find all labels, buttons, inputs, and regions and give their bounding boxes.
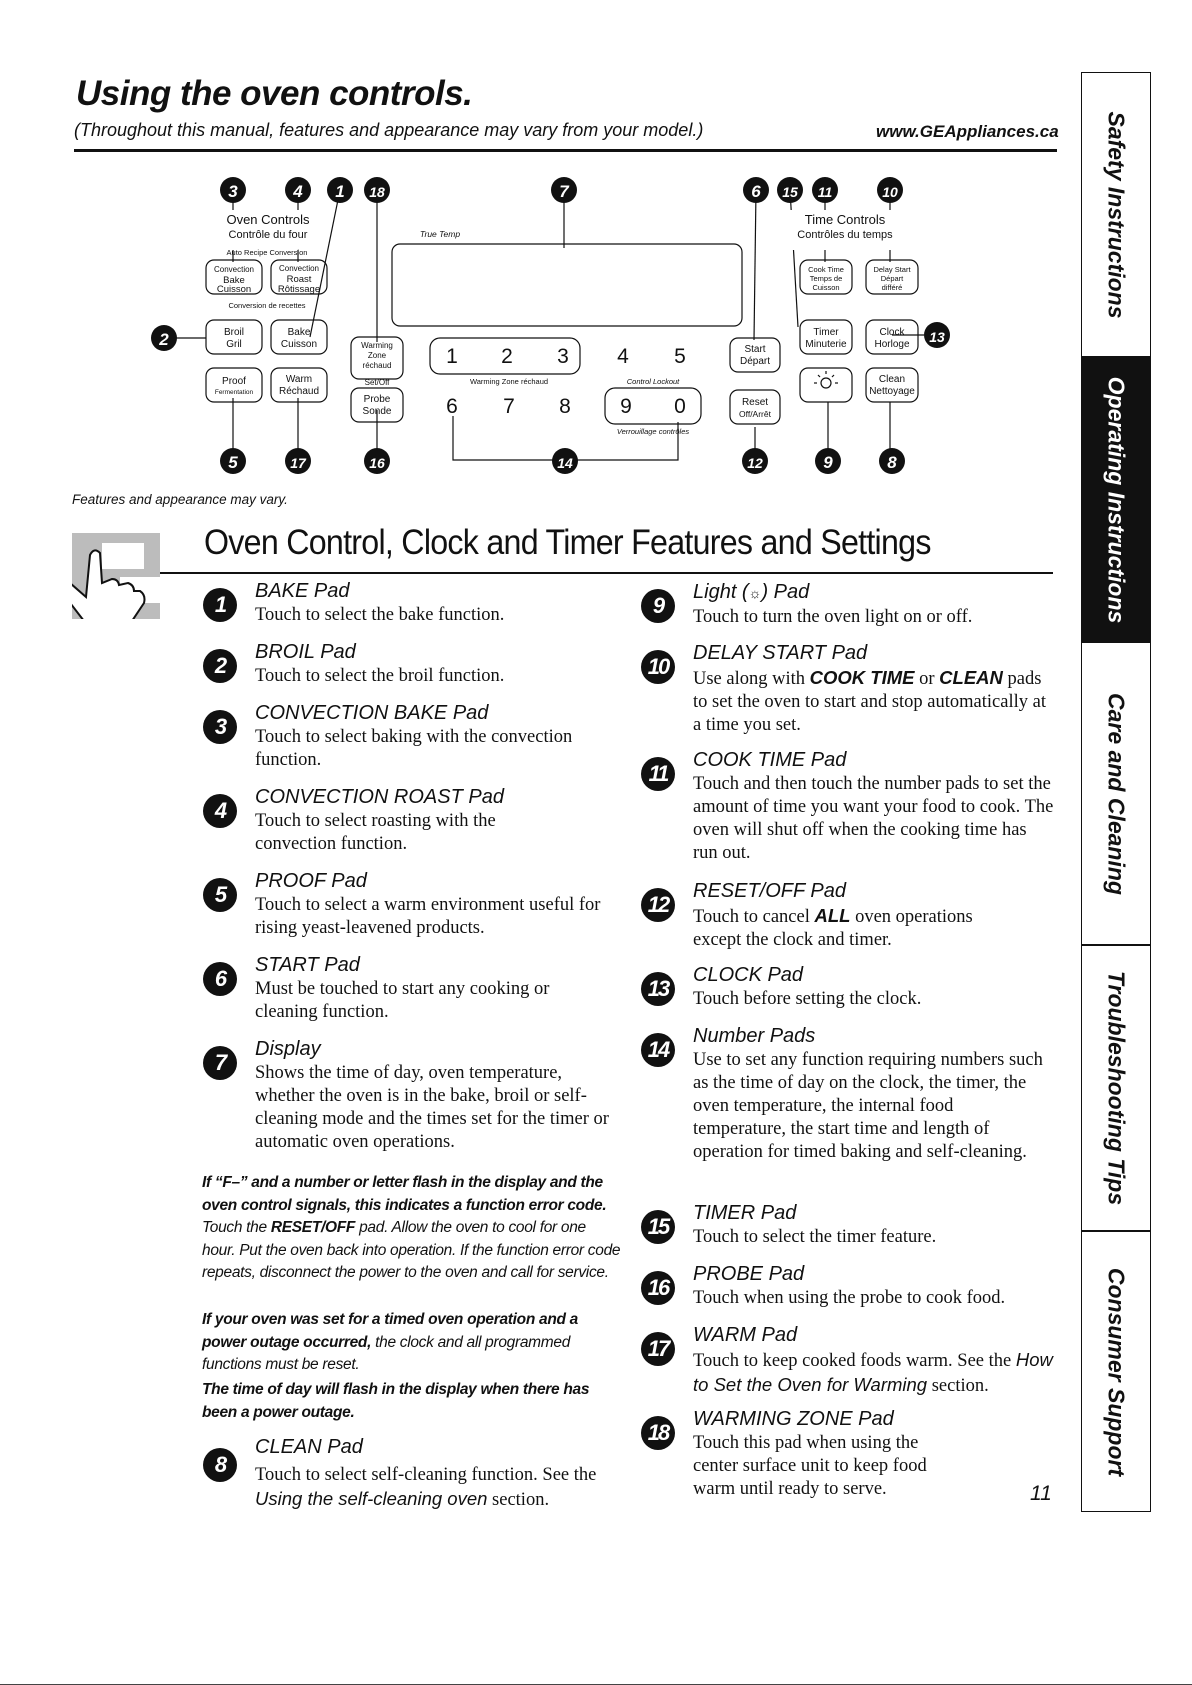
svg-text:Zone: Zone [367,351,387,360]
item-title: Light (☼) Pad [693,581,810,603]
item-title: START Pad [255,954,360,976]
svg-text:Réchaud: Réchaud [278,386,320,397]
feature-probe-pad [647,1261,1073,1310]
svg-text:Start: Start [744,344,766,355]
svg-text:Probe: Probe [363,394,391,405]
item-title: COOK TIME Pad [693,749,847,771]
item-description: Touch to keep cooked foods warm. See the How to Set the Oven for Warming section. [693,1349,1053,1396]
svg-text:réchaud: réchaud [362,361,392,370]
svg-text:5: 5 [228,453,238,472]
time-flash-note [202,1379,602,1424]
item-description: Must be touched to start any cooking or cleaning function. [255,979,550,1022]
svg-text:Clean: Clean [878,374,906,385]
feature-start-pad [214,952,600,1024]
item-description: Shows the time of day, oven temperature, whether the oven is in the bake, broil or self-cleaning mode and the times set for the timer or automatic oven operations. [255,1063,609,1152]
tab-care-and-cleaning[interactable] [1081,642,1151,945]
svg-text:11: 11 [817,184,833,200]
item-number-badge: 5 [203,878,237,912]
timer-pad[interactable] [805,327,847,350]
feature-warm-pad [647,1322,1055,1398]
time-controls-fr-label: Contrôles du temps [797,229,893,241]
svg-text:Horloge: Horloge [874,339,910,350]
tab-label: Consumer Support [1103,1267,1130,1476]
item-number-badge: 15 [641,1210,675,1244]
svg-text:Départ: Départ [880,274,904,283]
svg-text:Fermentation: Fermentation [214,389,254,396]
item-number-badge: 7 [203,1046,237,1080]
time-controls-label: Time Controls [804,212,886,227]
item-description: Touch to select roasting with the convection function. [255,811,496,854]
control-panel-diagram [140,172,990,482]
svg-text:8: 8 [887,453,897,472]
svg-text:1: 1 [335,182,345,201]
svg-text:Roast: Roast [286,274,312,285]
item-number-badge: 12 [641,888,675,922]
svg-text:8: 8 [559,395,571,418]
svg-text:Départ: Départ [739,356,771,367]
svg-text:4: 4 [617,345,629,368]
convection-bake-pad[interactable] [214,265,254,295]
svg-text:Reset: Reset [741,397,769,408]
verrouillage-label: Verrouillage contrôles [616,427,690,436]
item-number-badge: 17 [641,1332,675,1366]
feature-proof-pad [214,868,635,940]
svg-text:18: 18 [369,184,385,200]
feature-convection-roast-pad [214,784,615,856]
callout-4 [285,177,311,203]
callout-15 [777,177,803,203]
svg-text:3: 3 [557,345,569,368]
feature-warming-zone-pad [647,1406,963,1501]
reset-pad[interactable] [739,397,772,419]
tab-safety-instructions[interactable] [1081,72,1151,357]
feature-clean-pad [214,1434,635,1512]
warm-pad[interactable] [279,374,319,397]
section-title: Oven Control, Clock and Timer Features and Settings [204,523,931,562]
feature-convection-bake-pad [214,700,635,772]
callout-13 [924,322,950,348]
svg-text:Cuisson: Cuisson [812,283,840,292]
set-off-label: Set/Off [364,378,390,387]
svg-text:Nettoyage: Nettoyage [869,386,915,397]
callout-17 [285,448,311,474]
svg-text:Proof: Proof [222,376,246,387]
callout-7 [551,177,577,203]
svg-text:Cook Time: Cook Time [808,265,844,274]
light-bulb-icon: ☼ [748,585,762,601]
auto-recipe-label: Auto Recipe Conversion [226,248,308,257]
item-description: Touch to select self-cleaning function. See the Using the self-cleaning oven section. [255,1465,597,1510]
feature-clock-pad [647,962,1073,1011]
item-number-badge: 13 [641,972,675,1006]
svg-text:10: 10 [882,184,898,200]
true-temp-label: True Temp [419,229,461,239]
svg-text:Bake: Bake [287,327,311,338]
item-title: WARM Pad [693,1324,798,1346]
item-description: Touch to select the bake function. [255,605,505,625]
svg-text:7: 7 [503,395,515,418]
note-bold: RESET/OFF [270,1219,356,1236]
tab-consumer-support[interactable] [1081,1231,1151,1512]
svg-text:Cuisson: Cuisson [216,284,252,295]
website-link[interactable]: www.GEAppliances.ca [876,122,1059,141]
item-number-badge: 4 [203,794,237,828]
callout-1 [327,177,353,203]
svg-text:Timer: Timer [813,327,839,338]
feature-broil-pad [214,639,635,688]
proof-pad[interactable] [215,376,254,396]
item-number-badge: 3 [203,710,237,744]
feature-cook-time-pad [648,747,1055,865]
item-title: PROOF Pad [255,870,367,892]
cook-time-pad[interactable] [808,265,844,292]
callout-12 [742,448,768,474]
svg-text:17: 17 [290,455,306,471]
header-divider [74,149,1057,152]
svg-text:2: 2 [159,330,169,349]
broil-pad[interactable] [224,327,244,350]
svg-text:Warming: Warming [361,341,393,350]
item-description: Use to set any function requiring numbers such as the time of day on the clock, the timer, the oven temperature, the internal food temperature, the start time and length of operation for timed baking and self-cleaning. [693,1050,1043,1162]
svg-text:différé: différé [881,283,903,292]
svg-text:3: 3 [228,182,238,201]
feature-reset-off-pad [647,878,1023,952]
item-number-badge: 14 [641,1033,675,1067]
svg-text:Clock: Clock [879,327,905,338]
tab-label: Troubleshooting Tips [1103,970,1130,1206]
callout-11 [812,177,838,203]
tab-label: Care and Cleaning [1103,692,1130,895]
page-subtitle: (Throughout this manual, features and appearance may vary from your model.) [74,120,704,140]
feature-delay-start-pad [647,640,1053,737]
svg-text:15: 15 [782,184,798,200]
svg-text:Convection: Convection [278,264,320,273]
probe-pad[interactable] [363,394,392,417]
svg-text:4: 4 [293,182,303,201]
callout-16 [364,448,390,474]
diagram-caption: Features and appearance may vary. [72,492,288,507]
item-title: BAKE Pad [255,580,350,602]
delay-start-pad[interactable] [873,265,911,292]
warming-zone-fr-label: Warming Zone réchaud [469,377,549,386]
page-number: 11 [1030,1482,1052,1505]
item-number-badge: 18 [641,1416,675,1450]
tab-label: Operating Instructions [1103,376,1130,623]
item-number-badge: 8 [203,1448,237,1482]
svg-text:Cuisson: Cuisson [280,339,318,350]
tab-label: Safety Instructions [1103,110,1130,319]
item-title: PROBE Pad [693,1263,805,1285]
item-description: Touch to turn the oven light on or off. [693,607,973,627]
item-number-badge: 10 [641,650,675,684]
callout-8 [879,448,905,474]
callout-2 [151,325,177,351]
svg-text:Warm: Warm [285,374,313,385]
item-number-badge: 1 [203,588,237,622]
tab-operating-instructions[interactable] [1081,357,1151,642]
svg-text:2: 2 [501,345,513,368]
svg-text:1: 1 [446,345,458,368]
feature-bake-pad [214,578,635,627]
item-number-badge: 6 [203,962,237,996]
item-title: BROIL Pad [255,641,356,663]
note-text: Touch the [202,1219,271,1236]
svg-text:9: 9 [823,453,833,472]
callout-18 [364,177,390,203]
callout-5 [220,448,246,474]
item-title: TIMER Pad [693,1202,797,1224]
item-description: Touch to cancel ALL oven operations except the clock and timer. [693,905,973,950]
item-number-badge: 2 [203,649,237,683]
svg-text:Bake: Bake [223,275,245,286]
item-title: WARMING ZONE Pad [693,1408,894,1430]
item-description: Touch to select baking with the convection function. [255,727,573,770]
item-description: Touch to select a warm environment useful for rising yeast-leavened products. [255,895,601,938]
item-number-badge: 11 [641,757,675,791]
item-description: Touch to select the timer feature. [693,1227,937,1247]
svg-text:Sonde: Sonde [362,406,392,417]
conversion-fr-label: Conversion de recettes [228,301,306,310]
svg-text:5: 5 [674,345,686,368]
callout-6 [743,177,769,203]
item-number-badge: 16 [641,1271,675,1305]
note-bold: If “F–” and a number or letter flash in the display and the oven control signals, this indicates a function error code. [202,1174,607,1214]
item-title: RESET/OFF Pad [693,880,847,902]
oven-controls-label: Oven Controls [226,212,310,227]
item-title: DELAY START Pad [693,642,868,664]
section-divider [160,572,1053,574]
convection-roast-pad[interactable] [278,264,320,295]
item-title: CLEAN Pad [255,1436,363,1458]
feature-light-pad [652,579,1073,629]
callout-9 [815,448,841,474]
error-code-note [202,1172,622,1285]
item-title: CLOCK Pad [693,964,804,986]
svg-text:12: 12 [747,455,763,471]
item-title: CONVECTION BAKE Pad [255,702,489,724]
item-description: Touch and then touch the number pads to set the amount of time you want your food to cook. The oven will shut off when the cooking time has run out. [693,774,1054,863]
svg-text:14: 14 [557,455,573,471]
warming-zone-pad[interactable] [361,341,393,370]
note-text: pad. Allow the oven to cool for one hour. Put the oven back into operation. If the function error code repeats, disconnect the power to the oven and call for service. [202,1219,621,1281]
svg-text:Rôtissage: Rôtissage [277,284,321,295]
svg-text:7: 7 [559,182,569,201]
oven-controls-fr-label: Contrôle du four [228,229,308,241]
item-number-badge: 9 [641,589,675,623]
note-bold: The time of day will flash in the display when there has been a power outage. [202,1381,590,1421]
svg-text:Convection: Convection [213,265,255,274]
callout-14 [552,448,578,474]
item-description: Use along with COOK TIME or CLEAN pads to set the oven to start and stop automatically at a time you set. [693,667,1046,735]
item-title: Display [255,1038,321,1060]
svg-text:Delay Start: Delay Start [873,265,911,274]
svg-text:0: 0 [674,395,686,418]
svg-text:9: 9 [620,395,632,418]
note-bold: If your oven was set for a timed oven operation and a power outage occurred, [202,1311,578,1351]
power-outage-note [202,1309,582,1377]
clock-pad[interactable] [874,327,909,350]
start-pad[interactable] [740,344,770,367]
feature-timer-pad [647,1200,1073,1249]
item-description: Touch this pad when using the center surface unit to keep food warm until ready to serve. [693,1433,927,1499]
note-text: the clock and all programmed functions must be reset. [202,1333,571,1373]
item-description: Touch to select the broil function. [255,666,505,686]
svg-text:Gril: Gril [226,339,242,350]
page-title: Using the oven controls. [76,74,473,113]
item-description: Touch when using the probe to cook food. [693,1288,1006,1308]
svg-text:16: 16 [369,455,385,471]
item-title: Number Pads [693,1025,816,1047]
svg-text:Broil: Broil [223,327,245,338]
callout-10 [877,177,903,203]
feature-display [214,1036,610,1154]
svg-text:Off/Arrêt: Off/Arrêt [739,409,771,419]
clean-pad[interactable] [869,374,915,397]
feature-number-pads [647,1023,1051,1164]
control-lockout-label: Control Lockout [626,377,680,386]
item-description: Touch before setting the clock. [693,989,922,1009]
svg-text:Minuterie: Minuterie [805,339,847,350]
item-title: CONVECTION ROAST Pad [255,786,504,808]
svg-text:6: 6 [446,395,458,418]
svg-text:6: 6 [751,182,761,201]
svg-text:13: 13 [929,329,945,345]
callout-3 [220,177,246,203]
pointing-hand-icon [72,533,160,619]
tab-troubleshooting-tips[interactable] [1081,945,1151,1231]
svg-text:Temps de: Temps de [809,274,843,283]
